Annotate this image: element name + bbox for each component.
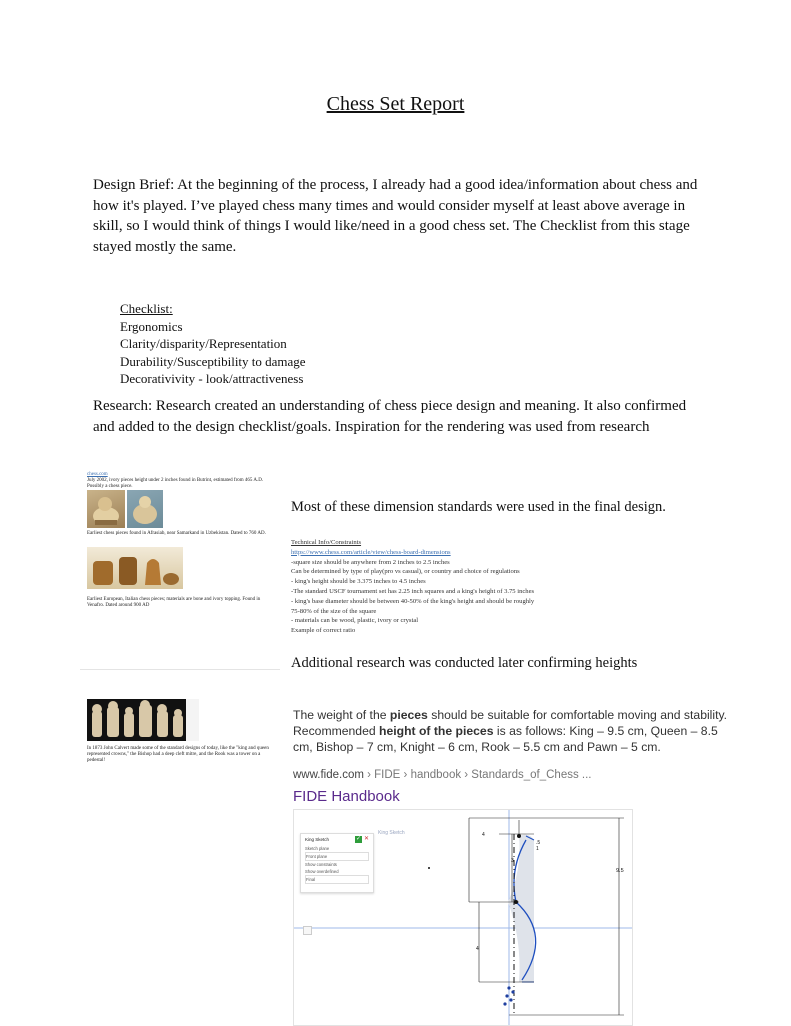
technical-line: Can be determined by type of play(pro vs casual), or country and choice of regulations [291, 568, 520, 576]
technical-line: - king's base diameter should be between 40-50% of the king's height and should be roughly [291, 597, 535, 605]
toolbar-icon[interactable] [303, 926, 312, 935]
dimension-label: 9.5 [616, 868, 624, 874]
search-snippet [293, 707, 733, 755]
ivory-piece-photo-1 [87, 490, 125, 528]
image-caption: Earliest European, Italian chess pieces; materials are bone and ivory topping. Found in Venafro. Dated around 900 AD [87, 597, 261, 608]
dimension-label: 4 [482, 832, 485, 838]
panel-field[interactable]: Show overdefined [305, 869, 339, 874]
technical-line: -The standard USCF tournament set has 2.25 inch squares and a king's height of 3.75 inches [291, 587, 535, 595]
breadcrumb-site: www.fide.com [293, 769, 364, 781]
technical-line: -square size should be anywhere from 2 inches to 2.5 inches [291, 558, 450, 566]
technical-line: - materials can be wood, plastic, ivory or crystal [291, 617, 419, 625]
checklist-item: Durability/Susceptibility to damage [120, 353, 306, 369]
technical-line: 75-80% of the size of the square [291, 607, 377, 615]
search-result-title[interactable]: FIDE Handbook [293, 788, 400, 805]
snippet-bold: pieces [389, 708, 428, 722]
snippet-bold: height of the pieces [379, 724, 494, 738]
dimension-label: 1 [536, 846, 539, 852]
italian-pieces-photo [87, 547, 183, 589]
checklist-item: Ergonomics [120, 318, 183, 334]
technical-info [291, 538, 621, 636]
research-paragraph: Research: Research created an understanding of chess piece design and meaning. It also confirmed and added to the design checklist/goals. Inspiration for the rendering was used from research [93, 398, 687, 435]
dimension-label: .5 [536, 840, 541, 846]
checklist-item: Decorativivity - look/attractiveness [120, 371, 304, 386]
ivory-piece-photo-2 [127, 490, 163, 528]
close-icon[interactable]: ✕ [363, 836, 369, 842]
panel-field[interactable]: Show constraints [305, 862, 337, 867]
image-caption: In 1873 John Calvert made some of the standard designs of today, like the "king and queen represented crowns," the Bishop had a deep cleft mitre, and the Rook was a tower on a pedestal! [87, 746, 269, 763]
panel-field[interactable]: Final [305, 875, 369, 884]
panel-field: Sketch plane [305, 846, 330, 851]
search-breadcrumb[interactable] [293, 769, 592, 781]
snippet-text: is as follows: King – 9.5 cm, Queen – 8.5 cm, Bishop – 7 cm, Knight – 6 cm, Rook – 5.5 cm and Pawn – 5 cm. [293, 724, 718, 754]
canvas-label: King Sketch [378, 830, 405, 836]
dimension-note: Most of these dimension standards were used in the final design. [291, 499, 666, 515]
source-link[interactable]: chess.com [87, 472, 108, 477]
design-brief-paragraph: Design Brief: At the beginning of the process, I already had a good idea/information about chess and how it's played. I’ve played chess many times and would consider myself at least above average in skill, so I would think of things I would like/need in a good chess set. The Checklist from this stage stayed mostly the same. [93, 177, 698, 255]
technical-line: Example of correct ratio [291, 627, 356, 635]
checklist [120, 300, 306, 388]
confirm-icon[interactable]: ✓ [355, 836, 361, 842]
additional-research-note: Additional research was conducted later confirming heights [291, 655, 638, 671]
divider [80, 669, 280, 670]
dimension-label: 4 [476, 946, 479, 952]
sketch-panel [300, 833, 374, 893]
technical-heading: Technical Info/Constraints [291, 539, 362, 546]
breadcrumb-path: › FIDE › handbook › Standards_of_Chess ... [363, 769, 592, 781]
left-research-column [87, 472, 277, 490]
image-caption: July 2002, ivory pieces height under 2 inches found in Butrint, estimated from 465 A.D. Possibly a chess piece. [87, 478, 264, 489]
image-caption: Earliest chess pieces found in Afrasiab, near Samarkand in Uzbekistan. Dated to 760 AD. [87, 531, 266, 536]
panel-field[interactable]: Front plane [305, 852, 369, 861]
panel-title: King Sketch [305, 837, 330, 842]
page-title: Chess Set Report [326, 93, 465, 115]
dimension-label: 3 [511, 858, 514, 864]
snippet-text: The weight of the [293, 708, 390, 722]
checklist-heading: Checklist: [120, 301, 173, 316]
technical-line: - king's height should be 3.375 inches to 4.5 inches [291, 578, 426, 586]
checklist-item: Clarity/disparity/Representation [120, 336, 287, 351]
snippet-text: should be suitable for comfortable moving and stability. Recommended [293, 708, 728, 738]
calvert-pieces-photo [87, 699, 199, 741]
source-url[interactable]: https://www.chess.com/article/view/chess-board-dimensions [291, 548, 451, 556]
